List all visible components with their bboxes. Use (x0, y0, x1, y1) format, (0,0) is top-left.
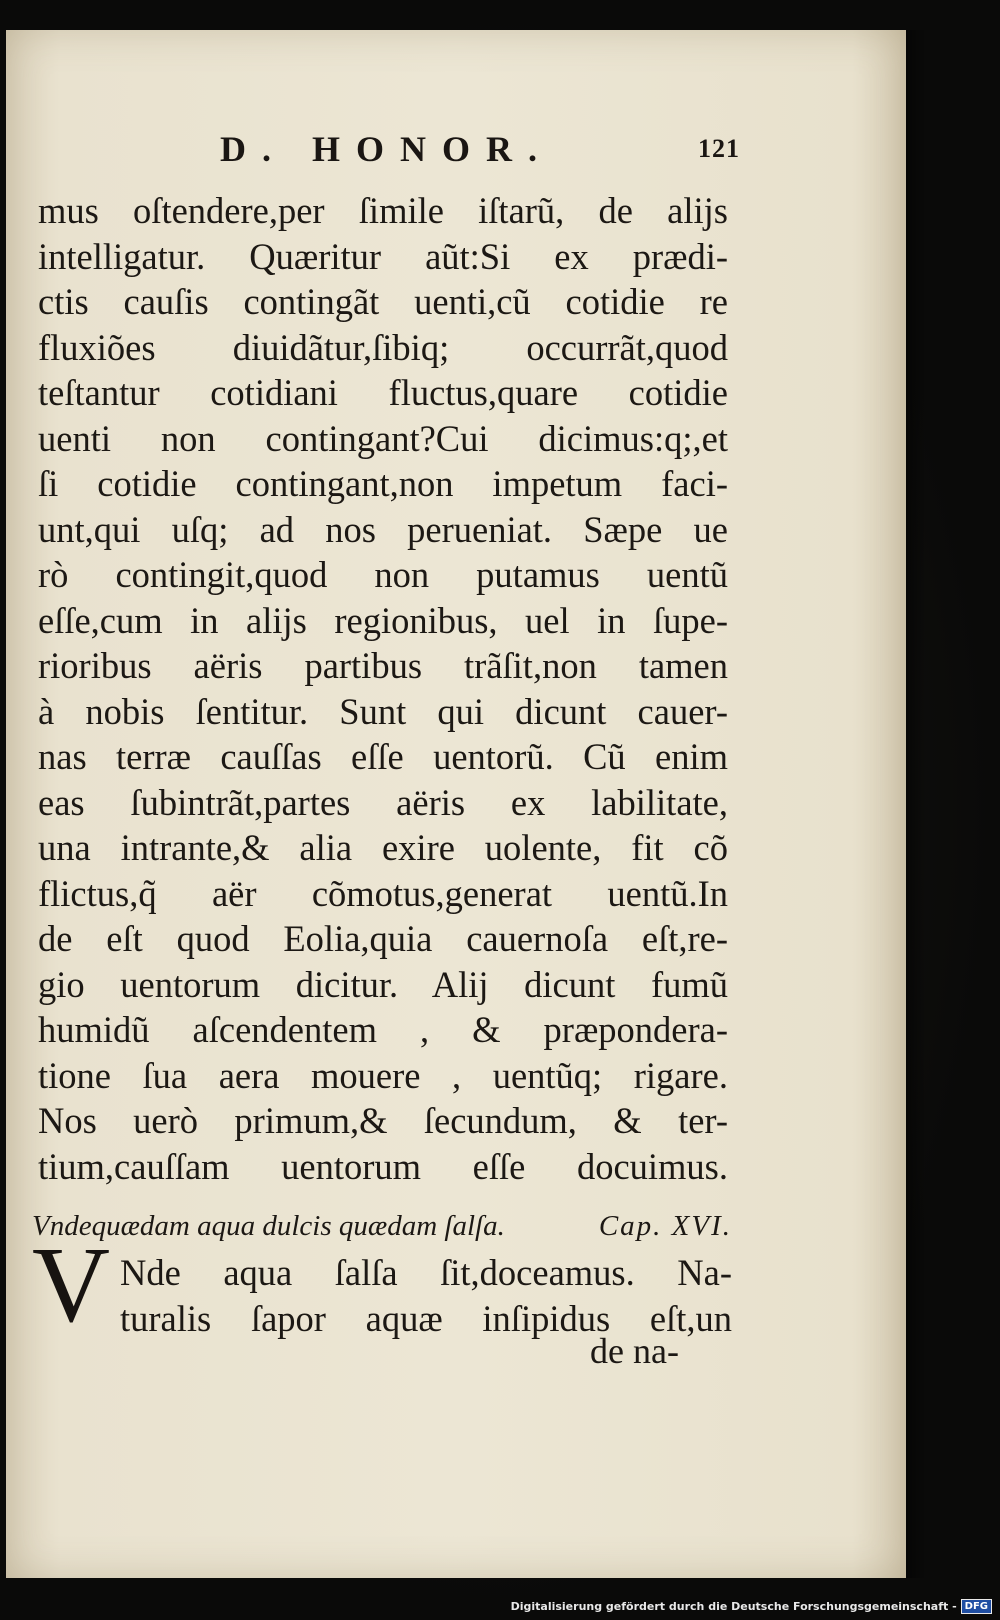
credit-text: Digitalisierung gefördert durch die Deutsche Forschungsgemeinschaft - (510, 1599, 957, 1613)
running-title: D. HONOR. (220, 129, 553, 169)
dfg-logo: DFG (961, 1599, 992, 1614)
text-line: à nobis ſentitur. Sunt qui dicunt cauer- (38, 690, 728, 732)
text-line: intelligatur. Quæritur aũt:Si ex prædi- (38, 235, 728, 277)
text-line: tione ſua aera mouere , uentũq; rigare. (38, 1054, 728, 1096)
text-line: nas terræ cauſſas eſſe uentorũ. Cũ enim (38, 736, 728, 777)
text-line: ſi cotidie contingant,non impetum faci- (38, 463, 728, 504)
text-line: Nos uerò primum,& ſecundum, & ter- (38, 1100, 728, 1141)
chapter-title: Vndequædam aqua dulcis quædam ſalſa. (32, 1210, 505, 1242)
text-line: unt,qui uſq; ad nos perueniat. Sæpe ue (38, 508, 728, 550)
text-line: de eſt quod Eolia,quia cauernoſa eſt,re- (38, 918, 728, 959)
text-line: gio uentorum dicitur. Alij dicunt fumũ (38, 963, 728, 1005)
chapter-number: Cap. XVI. (598, 1210, 732, 1242)
text-line: humidũ aſcendentem , & præpondera- (38, 1009, 728, 1050)
text-line: rioribus aëris partibus trãſit,non tamen (38, 645, 728, 686)
catchword: de na- (590, 1331, 679, 1371)
text-line: mus oſtendere,per ſimile iſtarũ, de alijs (38, 190, 728, 231)
text-line: Nde aqua ſalſa ſit,doceamus. Na- (120, 1252, 732, 1293)
text-line: fluxiões diuidãtur,ſibiq; occurrãt,quod (38, 326, 728, 368)
folio-number: 121 (698, 134, 740, 163)
page-edge-shadow (906, 30, 926, 1578)
text-line: ctis cauſis contingãt uenti,cũ cotidie re (38, 281, 728, 322)
text-line: eas ſubintrãt,partes aëris ex labilitate, (38, 781, 728, 823)
text-line: turalis ſapor aquæ inſipidus eſt,un (120, 1298, 732, 1339)
text-line: eſſe,cum in alijs regionibus, uel in ſupe- (38, 599, 728, 641)
text-line: tium,cauſſam uentorum eſſe docuimus. (38, 1145, 728, 1187)
text-line: rò contingit,quod non putamus uentũ (38, 554, 728, 595)
body-text (38, 188, 728, 1189)
text-line: una intrante,& alia exire uolente, fit cõ (38, 827, 728, 868)
running-head (220, 128, 740, 178)
text-line: uenti non contingant?Cui dicimus:q;,et (38, 417, 728, 459)
digitization-credit (511, 1596, 992, 1616)
text-line: teſtantur cotidiani fluctus,quare cotidie (38, 372, 728, 413)
text-line: flictus,q̃ aër cõmotus,generat uentũ.In (38, 872, 728, 914)
decorated-initial: V (32, 1226, 110, 1345)
chapter-heading (32, 1210, 732, 1243)
chapter-body (120, 1250, 732, 1342)
